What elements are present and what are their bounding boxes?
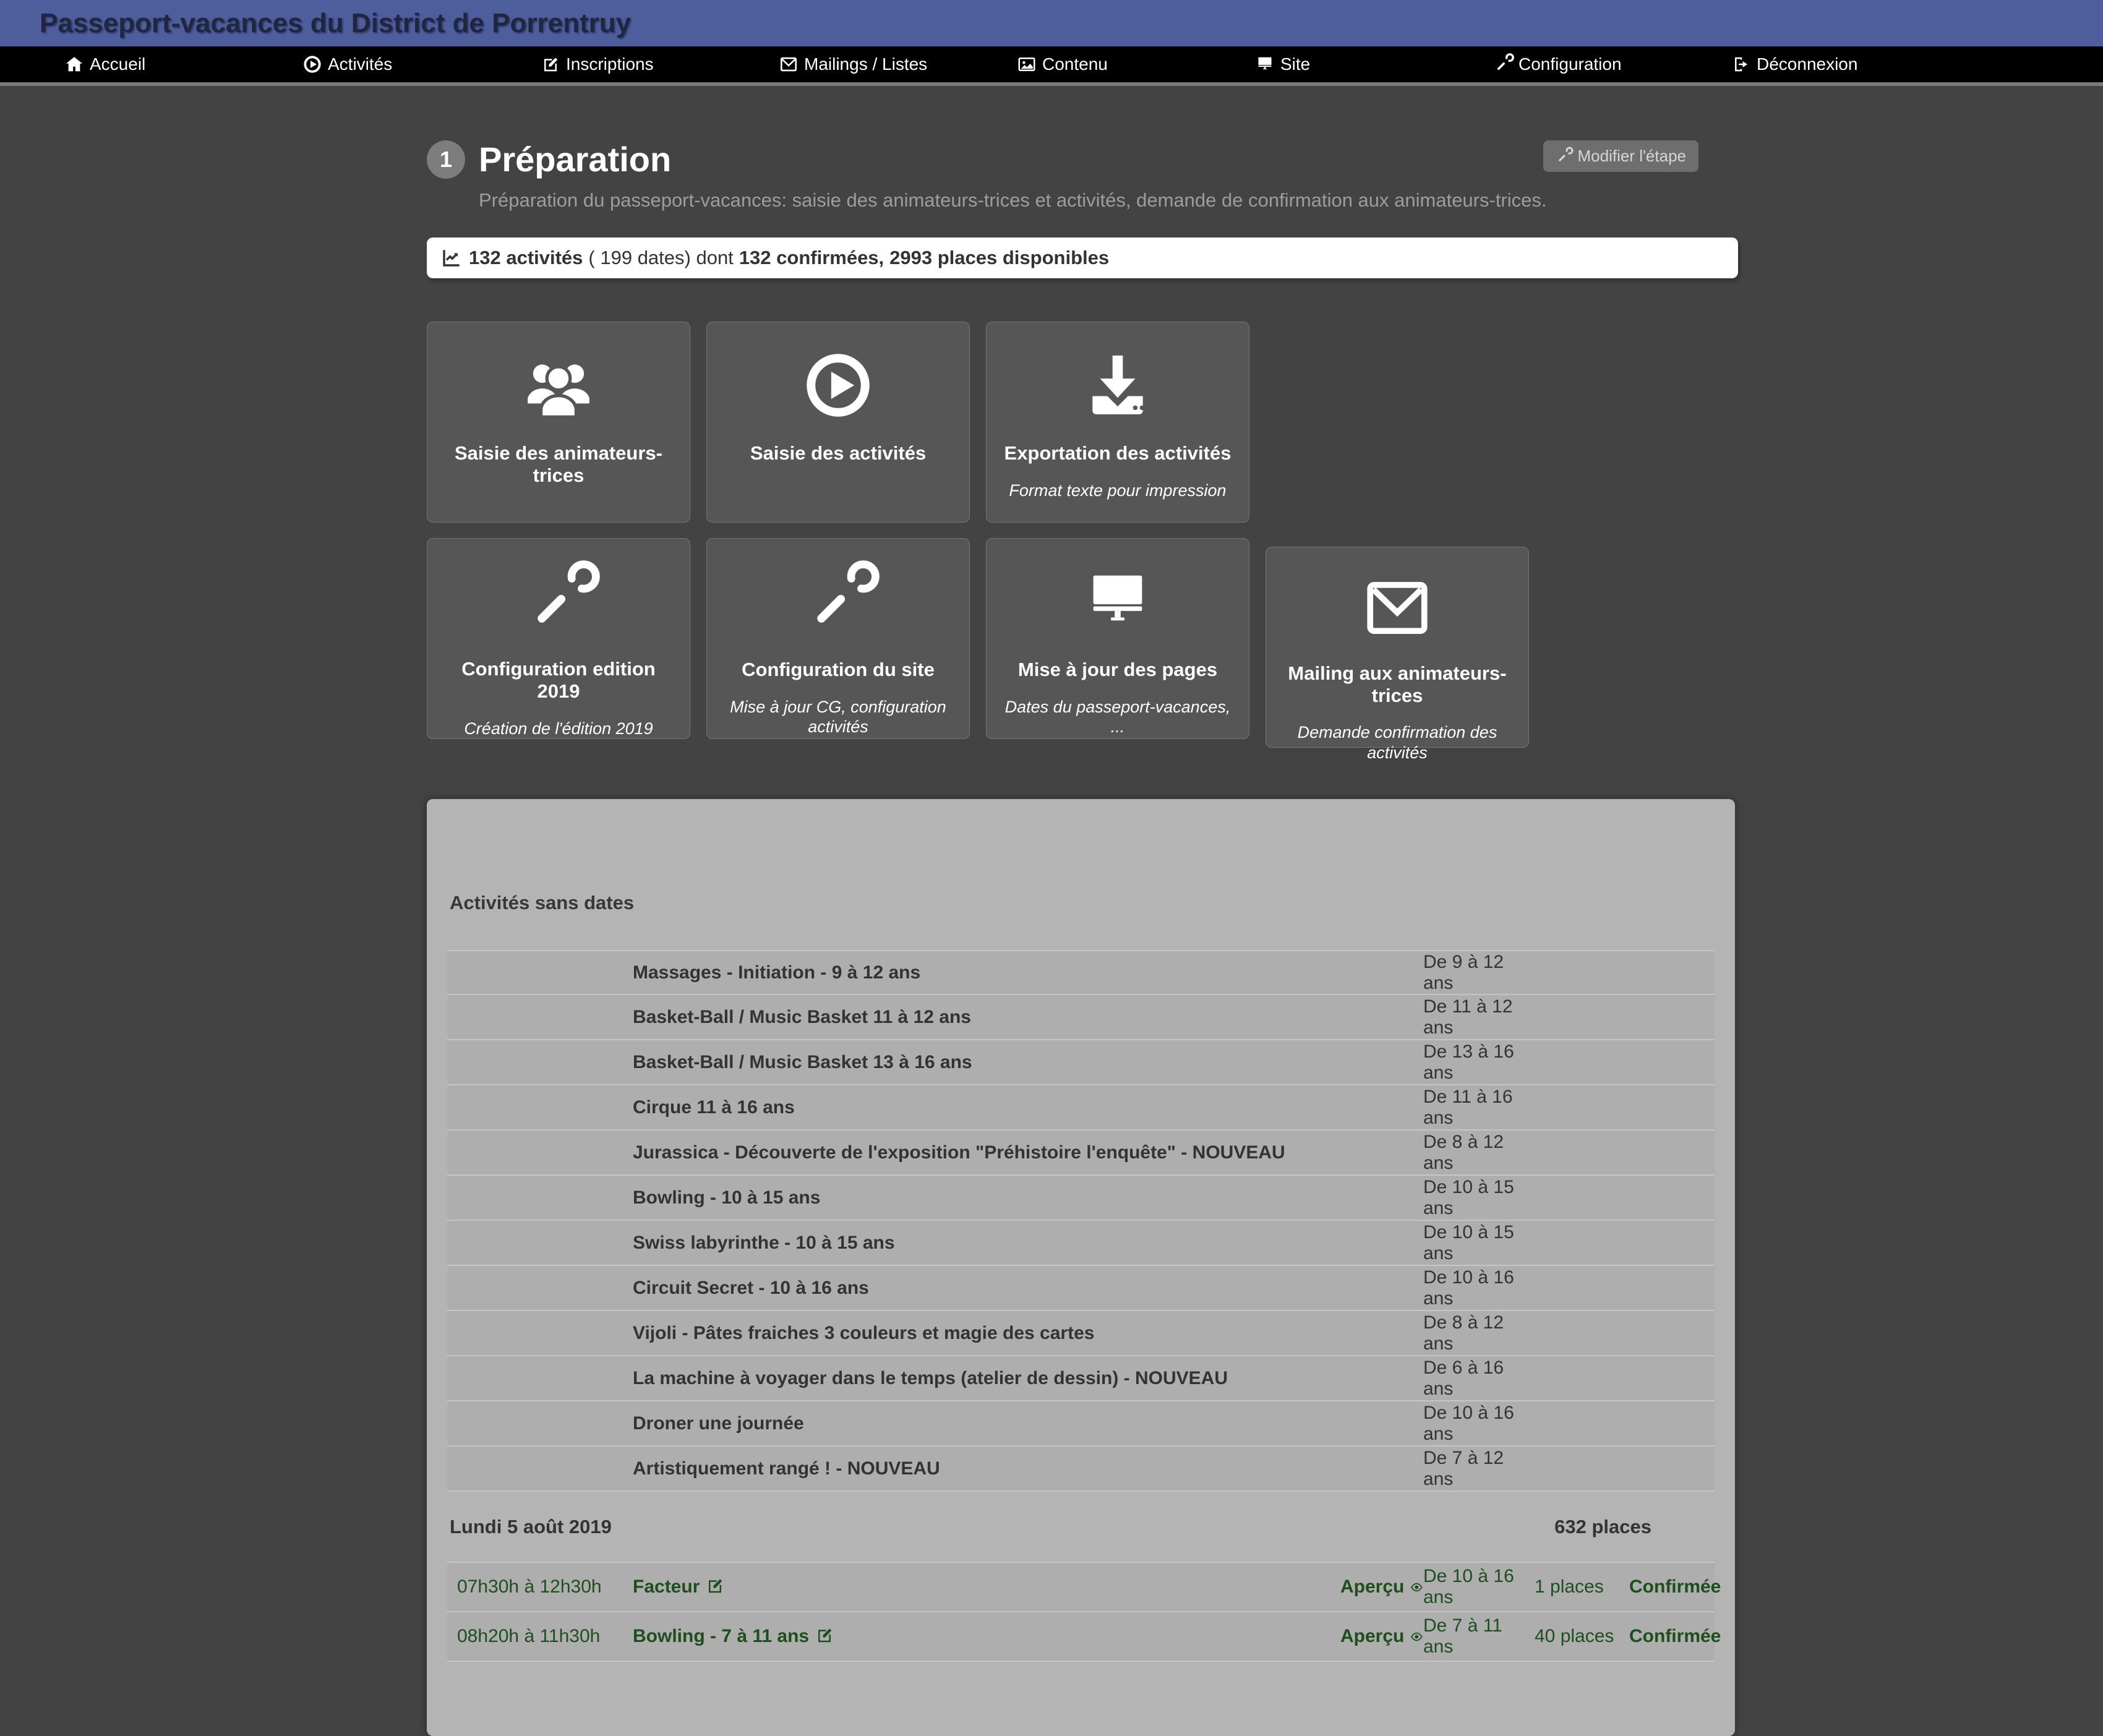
activity-row [447, 995, 1715, 1040]
preview-link[interactable]: Aperçu [1340, 1576, 1423, 1597]
page-content [427, 139, 1738, 1736]
card-title: Saisie des animateurs-trices [455, 442, 662, 486]
play-circle-icon [803, 348, 873, 422]
dated-activity-row [447, 1612, 1721, 1662]
status-confirmed: Confirmée [1629, 1576, 1721, 1597]
section-title: Activités sans dates [450, 892, 635, 913]
activity-age-range: De 10 à 16 ans [1423, 1402, 1514, 1444]
activity-name-link[interactable]: Basket-Ball / Music Basket 11 à 12 ans [633, 1006, 971, 1027]
action-card[interactable] [706, 322, 970, 523]
stat-confirmed: 132 confirmées, [739, 247, 884, 268]
activity-age-range: De 13 à 16 ans [1423, 1041, 1514, 1083]
activity-name-link[interactable]: Swiss labyrinthe - 10 à 15 ans [633, 1232, 895, 1253]
action-card[interactable] [427, 322, 690, 523]
activity-row [447, 1085, 1715, 1131]
download-icon [1083, 348, 1152, 422]
nav-item-deconnexion[interactable]: Déconnexion [1732, 54, 1970, 74]
card-title: Configuration edition 2019 [461, 658, 656, 702]
activity-name-link[interactable]: Circuit Secret - 10 à 16 ans [633, 1277, 869, 1298]
wrench-icon [803, 565, 873, 639]
step-description: Préparation du passeport-vacances: saisie des animateurs-trices et activités, demande de confirmation aux animateurs-trices. [479, 189, 1547, 211]
action-card[interactable] [986, 322, 1249, 523]
desktop-icon [1256, 55, 1274, 74]
eye-icon [1410, 1578, 1423, 1596]
edit-icon [706, 1576, 724, 1595]
status-confirmed: Confirmée [1629, 1626, 1721, 1646]
date-group-label: Lundi 5 août 2019 [450, 1515, 612, 1537]
card-subtitle: Dates du passeport-vacances, ... [1004, 697, 1231, 737]
main-nav [0, 46, 2103, 82]
activity-row [447, 950, 1715, 995]
activity-row [447, 1356, 1715, 1401]
activity-row [447, 1040, 1715, 1085]
action-card[interactable] [427, 538, 690, 739]
activity-row [447, 1401, 1715, 1447]
activity-age-range: De 10 à 15 ans [1423, 1221, 1514, 1264]
activity-age-range: De 8 à 12 ans [1423, 1131, 1504, 1173]
nav-divider [0, 82, 2103, 86]
activity-row [447, 1221, 1715, 1266]
nav-item-mailings[interactable]: Mailings / Listes [779, 54, 1017, 74]
action-cards-row-1 [427, 322, 1738, 523]
step-header [427, 139, 1738, 212]
activity-row [447, 1131, 1715, 1176]
activities-summary-bar [427, 237, 1738, 278]
activity-age-range: De 11 à 16 ans [1423, 1086, 1513, 1128]
activity-name-link[interactable]: La machine à voyager dans le temps (atelier de dessin) - NOUVEAU [633, 1367, 1228, 1388]
envelope-icon [779, 55, 798, 74]
sign-out-icon [1732, 55, 1750, 74]
activity-row [447, 1447, 1715, 1492]
edit-step-button[interactable] [1543, 140, 1699, 172]
activity-row [447, 1176, 1715, 1221]
card-title: Exportation des activités [1004, 442, 1231, 464]
card-subtitle: Mise à jour CG, configuration activités [730, 697, 946, 737]
nav-item-activites[interactable]: Activités [303, 54, 541, 74]
activity-age-range: De 10 à 16 ans [1423, 1566, 1514, 1607]
chart-line-icon [442, 248, 461, 268]
activity-name-link[interactable]: Massages - Initiation - 9 à 12 ans [633, 962, 921, 983]
activity-time: 07h30h à 12h30h [457, 1576, 602, 1597]
activity-name-link[interactable]: Jurassica - Découverte de l'exposition "Préhistoire l'enquête" - NOUVEAU [633, 1142, 1285, 1163]
activities-without-dates-list [447, 950, 1715, 1492]
stat-dates: ( 199 dates) dont [588, 247, 734, 268]
card-subtitle: Création de l'édition 2019 [464, 719, 653, 738]
activity-name-link[interactable]: Basket-Ball / Music Basket 13 à 16 ans [633, 1051, 972, 1072]
activity-age-range: De 9 à 12 ans [1423, 951, 1504, 993]
action-card[interactable] [986, 538, 1249, 739]
activity-age-range: De 10 à 16 ans [1423, 1267, 1514, 1309]
edit-icon [815, 1626, 834, 1644]
play-circle-icon [303, 55, 322, 74]
wrench-icon [1494, 55, 1512, 74]
activity-name-link[interactable]: Facteur [633, 1576, 1340, 1597]
stat-activities: 132 activités [469, 247, 583, 268]
edit-step-label: Modifier l'étape [1577, 147, 1686, 165]
nav-item-inscriptions[interactable]: Inscriptions [541, 54, 779, 74]
card-title: Mailing aux animateurs-trices [1288, 662, 1507, 706]
activity-name-link[interactable]: Vijoli - Pâtes fraiches 3 couleurs et magie des cartes [633, 1322, 1095, 1343]
page-title: Préparation [479, 140, 672, 179]
preview-link[interactable]: Aperçu [1340, 1626, 1423, 1647]
nav-item-accueil[interactable]: Accueil [65, 54, 303, 74]
image-icon [1017, 55, 1036, 74]
app-header [0, 0, 2103, 46]
activity-name-link[interactable]: Droner une journée [633, 1413, 804, 1434]
wrench-icon [524, 565, 593, 638]
activity-name-link[interactable]: Artistiquement rangé ! - NOUVEAU [633, 1458, 940, 1479]
stat-places: 2993 places disponibles [889, 247, 1110, 268]
date-group-row [447, 1492, 1715, 1563]
dated-activities-list [447, 1563, 1721, 1662]
home-icon [65, 55, 84, 74]
nav-item-configuration[interactable]: Configuration [1494, 54, 1732, 74]
dated-activity-row [447, 1563, 1721, 1612]
wrench-icon [1556, 148, 1572, 165]
nav-item-contenu[interactable]: Contenu [1017, 54, 1256, 74]
activity-name-link[interactable]: Cirque 11 à 16 ans [633, 1097, 795, 1118]
users-icon [515, 348, 602, 422]
action-card[interactable] [1266, 547, 1529, 762]
date-group-places: 632 places [1554, 1515, 1651, 1537]
card-subtitle: Demande confirmation des activités [1297, 723, 1497, 762]
activity-age-range: De 11 à 12 ans [1423, 996, 1513, 1038]
card-title: Saisie des activités [750, 442, 927, 464]
nav-item-site[interactable]: Site [1256, 54, 1494, 74]
activity-age-range: De 7 à 11 ans [1423, 1615, 1502, 1657]
activity-age-range: De 6 à 16 ans [1423, 1357, 1504, 1399]
activity-time: 08h20h à 11h30h [457, 1626, 601, 1646]
action-cards-row-2 [427, 538, 1738, 762]
step-number-badge: 1 [427, 140, 465, 179]
edit-icon [541, 55, 560, 74]
activity-row [447, 1266, 1715, 1311]
activity-places: 1 places [1535, 1576, 1604, 1597]
card-subtitle: Format texte pour impression [1009, 481, 1227, 500]
card-title: Mise à jour des pages [1017, 659, 1218, 680]
activity-row [447, 1311, 1715, 1356]
activity-age-range: De 7 à 12 ans [1423, 1447, 1504, 1489]
envelope-icon [1363, 573, 1432, 643]
card-title: Configuration du site [742, 659, 935, 680]
desktop-icon [1083, 565, 1152, 639]
activity-name-link[interactable]: Bowling - 10 à 15 ans [633, 1187, 821, 1208]
activity-places: 40 places [1535, 1626, 1614, 1646]
eye-icon [1410, 1628, 1423, 1646]
activity-name-link[interactable]: Bowling - 7 à 11 ans [633, 1626, 1340, 1647]
activities-panel [427, 799, 1735, 1736]
action-card[interactable] [706, 538, 970, 739]
activity-age-range: De 8 à 12 ans [1423, 1312, 1504, 1354]
app-title: Passeport-vacances du District de Porrentruy [40, 7, 632, 38]
activity-age-range: De 10 à 15 ans [1423, 1176, 1514, 1218]
